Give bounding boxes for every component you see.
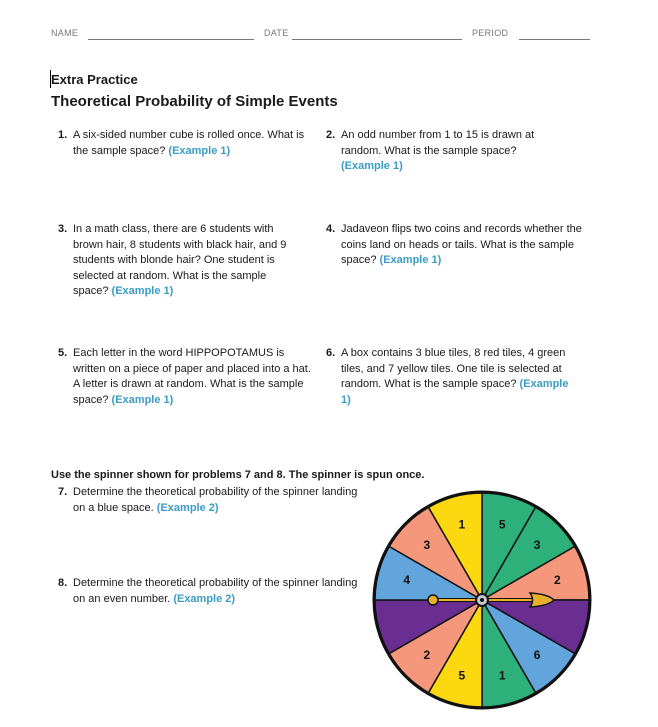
problem-8 <box>58 576 358 607</box>
period-line[interactable] <box>519 39 590 40</box>
problem-number: 4. <box>326 223 336 235</box>
problem-1 <box>58 128 308 159</box>
problem-number: 7. <box>58 486 68 498</box>
spinner-section-label: 4 <box>403 572 411 587</box>
problem-4 <box>326 222 586 269</box>
spinner <box>370 488 594 712</box>
problem-number: 6. <box>326 347 336 359</box>
problem-number: 2. <box>326 129 336 141</box>
problem-5 <box>58 346 313 408</box>
lesson-title: Theoretical Probability of Simple Events <box>51 93 338 110</box>
problem-2 <box>326 128 551 175</box>
spinner-section-label: 6 <box>533 648 541 663</box>
problem-text: Jadaveon flips two coins and records whether the coins land on heads or tails. What is the sample space? <box>341 223 582 266</box>
example-ref: (Example 1) <box>168 144 231 157</box>
name-label: NAME <box>51 28 79 38</box>
date-label: DATE <box>264 28 289 38</box>
problem-6 <box>326 346 571 408</box>
example-ref: (Example 1) <box>341 378 569 406</box>
problem-3 <box>58 222 303 300</box>
problem-number: 8. <box>58 577 68 589</box>
section-title: Extra Practice <box>51 72 138 87</box>
name-line[interactable] <box>88 39 254 40</box>
problem-number: 5. <box>58 347 68 359</box>
problem-text: A box contains 3 blue tiles, 8 red tiles, 4 green tiles, and 7 yellow tiles. One tile is selected at random. What is the sample space? <box>341 347 566 390</box>
spinner-section-label: 2 <box>553 572 561 587</box>
problem-text: An odd number from 1 to 15 is drawn at random. What is the sample space? <box>341 129 535 157</box>
example-ref: (Example 1) <box>111 285 174 297</box>
example-ref: (Example 1) <box>341 160 403 172</box>
spinner-section-label: 1 <box>458 517 466 532</box>
problem-number: 3. <box>58 223 68 235</box>
problem-text: A six-sided number cube is rolled once. What is the sample space? <box>73 129 305 157</box>
spinner-section-label: 2 <box>423 648 431 663</box>
problem-text: Determine the theoretical probability of the spinner landing on an even number. <box>73 577 358 605</box>
spinner-section-label: 3 <box>423 537 431 552</box>
example-ref: (Example 2) <box>156 501 219 514</box>
period-label: PERIOD <box>472 28 509 38</box>
example-ref: (Example 1) <box>111 393 174 406</box>
spinner-section-label: 1 <box>498 668 506 683</box>
spinner-hub-center <box>480 598 484 602</box>
spinner-section-label: 5 <box>498 517 506 532</box>
problem-text: Each letter in the word HIPPOPOTAMUS is written on a piece of paper and placed into a hat. A letter is drawn at random. What is the sample space? <box>73 347 311 406</box>
spinner-section-label: 5 <box>458 668 466 683</box>
spinner-section-label: 3 <box>533 537 541 552</box>
example-ref: (Example 1) <box>379 254 442 266</box>
problem-number: 1. <box>58 129 68 141</box>
example-ref: (Example 2) <box>173 592 236 605</box>
problem-text: Determine the theoretical probability of the spinner landing on a blue space. <box>73 486 358 514</box>
problem-7 <box>58 485 358 516</box>
spinner-instruction: Use the spinner shown for problems 7 and 8. The spinner is spun once. <box>51 469 425 481</box>
date-line[interactable] <box>292 39 462 40</box>
problem-text: In a math class, there are 6 students with brown hair, 8 students with black hair, and 9 students with blonde hair? One student is selected at random. What is the sample space? <box>73 223 287 297</box>
